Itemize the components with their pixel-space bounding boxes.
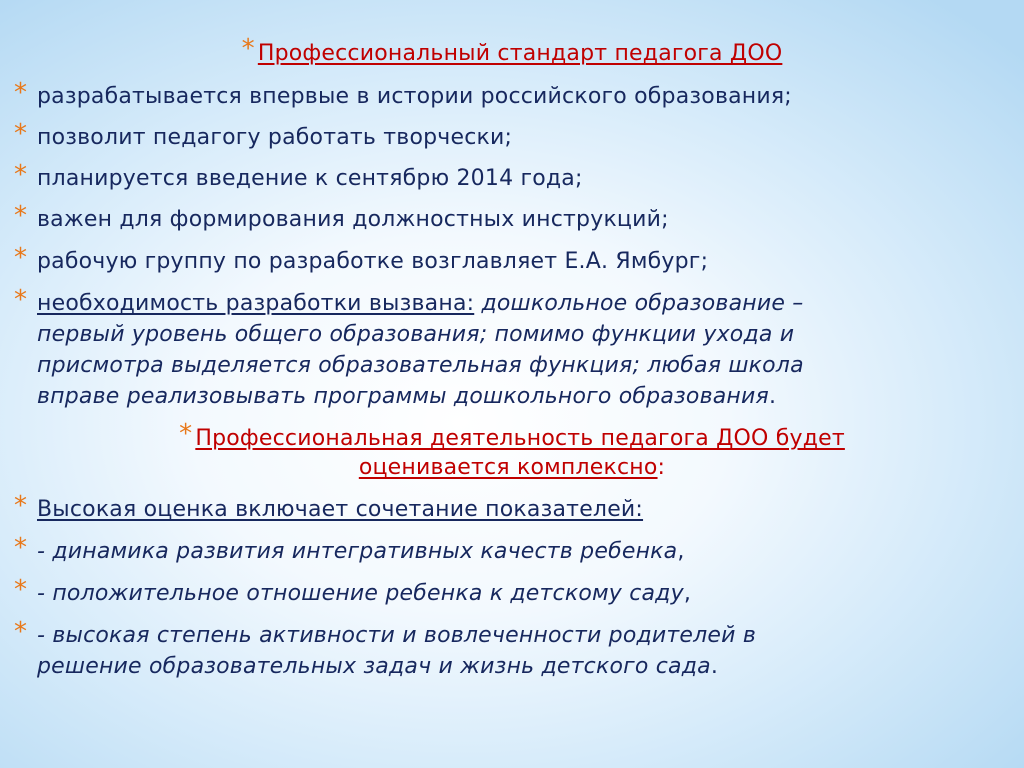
- assessment-item-end: .: [710, 654, 719, 679]
- list-item: [0, 119, 1024, 153]
- assessment-item-end: ,: [683, 581, 692, 606]
- assessment-label: Высокая оценка включает сочетание показателей:: [37, 497, 644, 522]
- assessment-label-item: [0, 491, 1024, 525]
- list-item: [0, 78, 1024, 112]
- heading-standard: [0, 34, 1024, 69]
- list-item-text: планируется введение к сентябрю 2014 года;: [37, 166, 583, 191]
- reason-line-4: вправе реализовывать программы дошкольного образования: [37, 384, 769, 409]
- assessment-item: [0, 533, 1024, 567]
- bullet-asterisk-icon: *: [14, 617, 28, 647]
- bullet-asterisk-icon: *: [14, 575, 28, 605]
- assessment-item-text: - положительное отношение ребенка к детскому саду: [37, 581, 684, 606]
- list-item-text: рабочую группу по разработке возглавляет Е.А. Ямбург;: [37, 249, 709, 274]
- heading-assessment-line-2-end: :: [657, 455, 666, 480]
- reason-item: [0, 285, 1024, 319]
- list-item-text: разрабатывается впервые в истории российского образования;: [37, 84, 792, 109]
- bullet-asterisk-icon: *: [14, 78, 28, 108]
- bullet-asterisk-icon: *: [14, 243, 28, 273]
- list-item-text: важен для формирования должностных инструкций;: [37, 207, 669, 232]
- bullet-asterisk-icon: *: [14, 201, 28, 231]
- reason-line-4-end: .: [768, 384, 777, 409]
- reason-label: необходимость разработки вызвана:: [37, 291, 475, 316]
- assessment-item-cont: [0, 652, 1024, 682]
- bullet-asterisk-icon: *: [179, 419, 193, 449]
- assessment-item-text: решение образовательных задач и жизнь детского сада: [37, 654, 711, 679]
- list-item: [0, 201, 1024, 235]
- reason-line-4-wrap: [0, 382, 1024, 412]
- bullet-asterisk-icon: *: [14, 160, 28, 190]
- bullet-asterisk-icon: *: [14, 533, 28, 563]
- assessment-item: [0, 617, 1024, 651]
- assessment-item-text: - высокая степень активности и вовлеченности родителей в: [37, 623, 757, 648]
- bullet-asterisk-icon: *: [14, 119, 28, 149]
- heading-assessment-line-2-wrap: [0, 453, 1024, 483]
- heading-assessment-line-2: оцениваетcя комплексно: [358, 455, 658, 480]
- list-item: [0, 243, 1024, 277]
- list-item-text: позволит педагогу работать творчески;: [37, 125, 513, 150]
- heading-assessment-line-1: Профессиональная деятельность педагога ДОО будет: [195, 426, 845, 451]
- assessment-item: [0, 575, 1024, 609]
- heading-standard-text: Профессиональный стандарт педагога ДОО: [257, 41, 783, 66]
- assessment-item-end: ,: [677, 539, 685, 564]
- assessment-item-text: - динамика развития интегративных качеств ребенка: [37, 539, 678, 564]
- bullet-asterisk-icon: *: [14, 285, 28, 315]
- reason-line-1: дошкольное образование –: [481, 291, 804, 316]
- heading-assessment: [0, 419, 1024, 454]
- reason-line-3: присмотра выделяется образовательная функция; любая школа: [37, 353, 804, 378]
- list-item: [0, 160, 1024, 194]
- bullet-asterisk-icon: *: [241, 34, 255, 64]
- bullet-asterisk-icon: *: [14, 491, 28, 521]
- reason-line-2: первый уровень общего образования; помимо функции ухода и: [37, 322, 795, 347]
